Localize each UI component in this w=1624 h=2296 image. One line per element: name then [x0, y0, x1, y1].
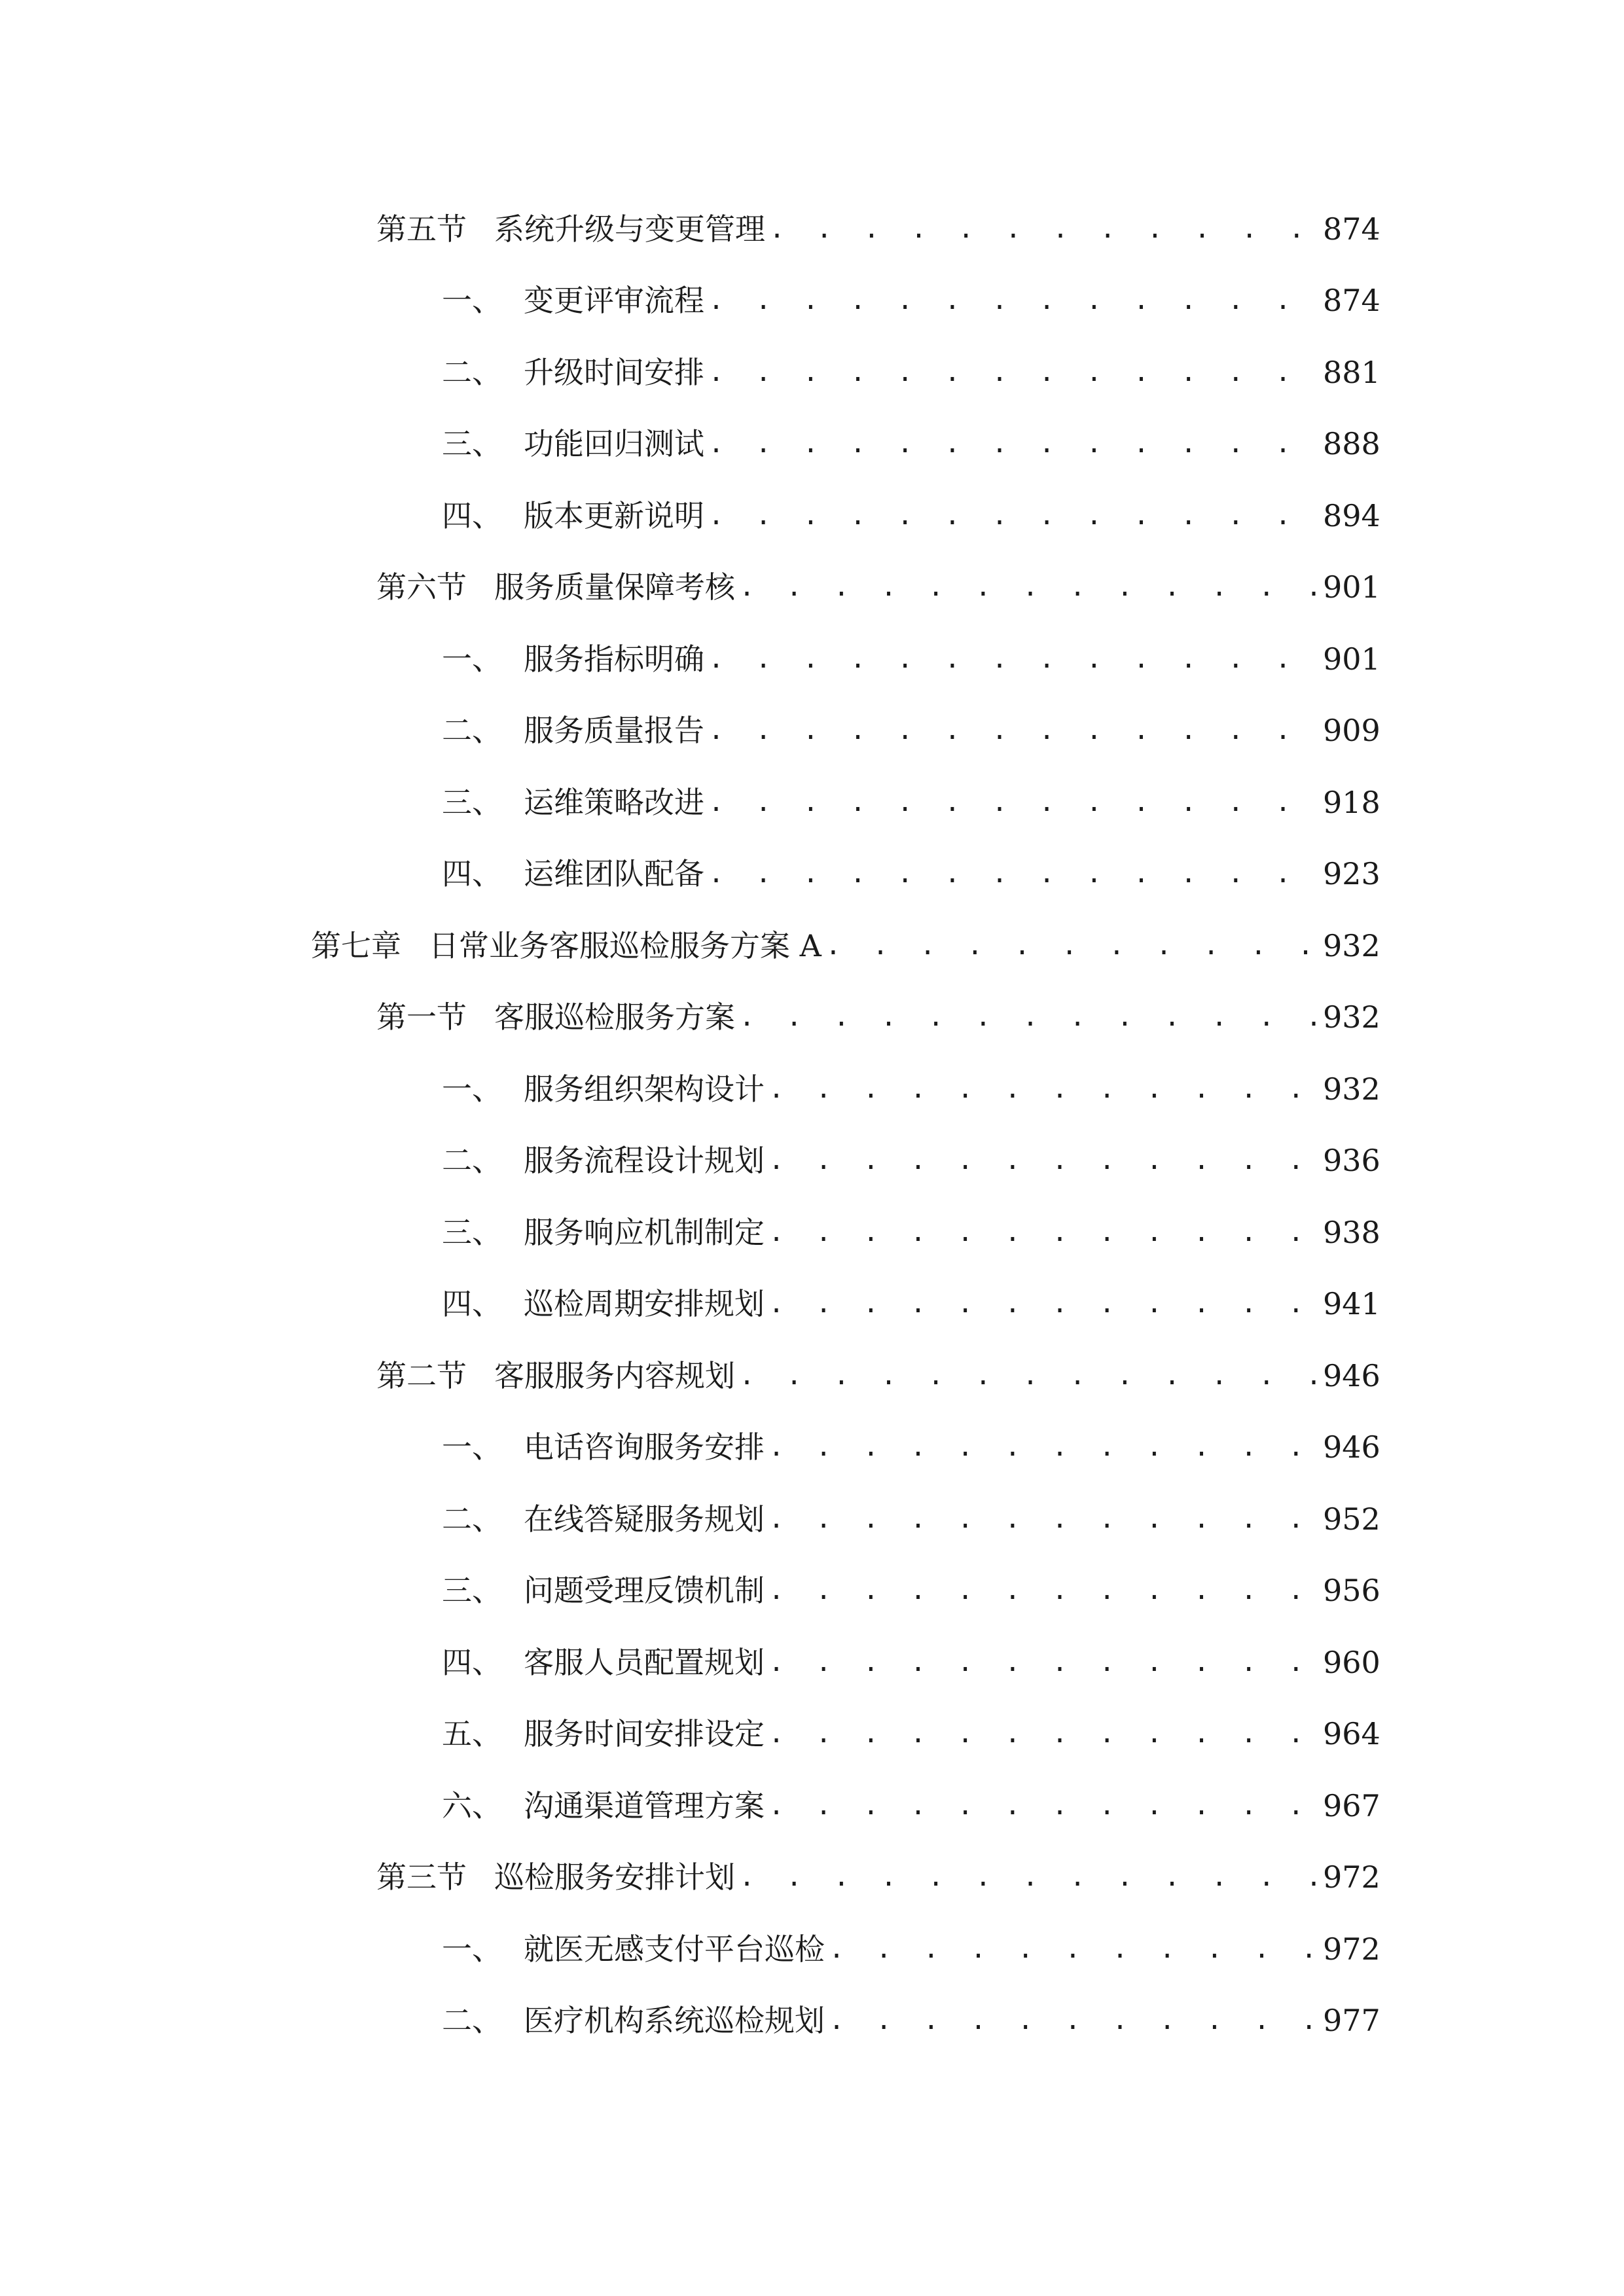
toc-entry[interactable] — [442, 1636, 1380, 1689]
toc-entry-page: 936 — [1323, 1143, 1380, 1178]
toc-entry-page: 972 — [1323, 1931, 1380, 1967]
toc-entry-title: 服务时间安排设定 — [524, 1716, 765, 1751]
toc-entry[interactable] — [442, 490, 1380, 542]
toc-entry-page: 874 — [1323, 283, 1380, 318]
toc-entry-marker: 二、 — [442, 2003, 502, 2038]
toc-entry-marker: 三、 — [442, 1573, 502, 1608]
toc-entry-marker: 四、 — [442, 498, 502, 533]
toc-entry-title: 版本更新说明 — [524, 498, 704, 533]
toc-leader-dots — [768, 1780, 1316, 1832]
toc-entry-page: 960 — [1323, 1645, 1380, 1680]
toc-entry-title: 服务质量报告 — [524, 713, 704, 748]
toc-entry-page: 932 — [1323, 928, 1380, 963]
toc-entry-marker: 四、 — [442, 1286, 502, 1321]
toc-entry-page: 888 — [1323, 426, 1380, 461]
toc-leader-dots — [708, 633, 1316, 685]
toc-entry-title: 问题受理反馈机制 — [524, 1573, 765, 1608]
toc-entry-marker: 一、 — [442, 1071, 502, 1107]
toc-entry-title: 客服巡检服务方案 — [494, 999, 735, 1035]
toc-leader-dots — [768, 1493, 1316, 1545]
toc-entry[interactable] — [442, 274, 1380, 327]
toc-entry-marker: 二、 — [442, 713, 502, 748]
toc-leader-dots — [708, 704, 1316, 757]
toc-entry-title: 医疗机构系统巡检规划 — [524, 2003, 825, 2038]
toc-leader-dots — [768, 1421, 1316, 1473]
toc-entry[interactable] — [442, 848, 1380, 900]
toc-entry-page: 918 — [1323, 785, 1380, 820]
toc-entry-marker: 四、 — [442, 1645, 502, 1680]
toc-entry-marker: 第七章 — [311, 928, 401, 963]
toc-entry[interactable] — [442, 776, 1380, 829]
toc-entry-page: 932 — [1323, 1071, 1380, 1107]
toc-leader-dots — [739, 561, 1316, 613]
toc-entry-page: 938 — [1323, 1215, 1380, 1250]
toc-entry-title: 巡检服务安排计划 — [494, 1859, 735, 1895]
toc-entry[interactable] — [442, 1564, 1380, 1617]
toc-entry-title: 运维团队配备 — [524, 856, 704, 891]
toc-entry-marker: 三、 — [442, 1215, 502, 1250]
toc-leader-dots — [739, 1851, 1316, 1903]
toc-entry-title: 巡检周期安排规划 — [524, 1286, 765, 1321]
toc-entry-marker: 第二节 — [376, 1358, 467, 1393]
toc-entry[interactable] — [442, 704, 1380, 757]
toc-entry-marker: 第五节 — [376, 211, 467, 247]
toc-entry-page: 952 — [1323, 1501, 1380, 1537]
toc-entry[interactable] — [376, 991, 1380, 1043]
toc-entry-marker: 二、 — [442, 355, 502, 390]
toc-entry-marker: 第六节 — [376, 569, 467, 605]
toc-entry-title: 沟通渠道管理方案 — [524, 1788, 765, 1823]
toc-entry[interactable] — [442, 633, 1380, 685]
toc-entry-title: 在线答疑服务规划 — [524, 1501, 765, 1537]
toc-entry-page: 894 — [1323, 498, 1380, 533]
toc-entry-marker: 三、 — [442, 785, 502, 820]
toc-entry-marker: 一、 — [442, 283, 502, 318]
toc-entry[interactable] — [442, 1278, 1380, 1330]
toc-entry-page: 901 — [1323, 569, 1380, 605]
toc-entry[interactable] — [442, 346, 1380, 399]
toc-entry-title: 客服服务内容规划 — [494, 1358, 735, 1393]
toc-leader-dots — [829, 1923, 1316, 1975]
toc-leader-dots — [708, 776, 1316, 829]
toc-entry-title: 服务响应机制制定 — [524, 1215, 765, 1250]
toc-leader-dots — [708, 346, 1316, 399]
toc-entry-marker: 二、 — [442, 1143, 502, 1178]
toc-entry-title: 功能回归测试 — [524, 426, 704, 461]
toc-entry-marker: 六、 — [442, 1788, 502, 1823]
toc-entry-page: 956 — [1323, 1573, 1380, 1608]
toc-entry-title: 电话咨询服务安排 — [524, 1429, 765, 1465]
toc-entry-marker: 第一节 — [376, 999, 467, 1035]
toc-leader-dots — [768, 1134, 1316, 1187]
toc-entry[interactable] — [442, 1063, 1380, 1115]
toc-entry-title: 运维策略改进 — [524, 785, 704, 820]
toc-entry-title: 客服人员配置规划 — [524, 1645, 765, 1680]
toc-leader-dots — [769, 203, 1316, 255]
toc-leader-dots — [708, 848, 1316, 900]
toc-entry-page: 874 — [1323, 211, 1380, 247]
toc-entry[interactable] — [376, 1350, 1380, 1402]
toc-entry-title: 服务流程设计规划 — [524, 1143, 765, 1178]
toc-entry[interactable] — [376, 203, 1380, 255]
toc-entry-page: 909 — [1323, 713, 1380, 748]
toc-entry-marker: 四、 — [442, 856, 502, 891]
toc-entry-title: 服务质量保障考核 — [494, 569, 735, 605]
toc-entry[interactable] — [442, 1923, 1380, 1975]
toc-entry-page: 964 — [1323, 1716, 1380, 1751]
toc-entry-marker: 一、 — [442, 641, 502, 677]
toc-leader-dots — [825, 920, 1316, 972]
toc-entry-page: 977 — [1323, 2003, 1380, 2038]
toc-entry[interactable] — [376, 1851, 1380, 1903]
toc-entry-marker: 第三节 — [376, 1859, 467, 1895]
toc-entry[interactable] — [311, 920, 1380, 972]
toc-entry-marker: 二、 — [442, 1501, 502, 1537]
toc-entry-page: 972 — [1323, 1859, 1380, 1895]
toc-leader-dots — [768, 1708, 1316, 1760]
toc-entry[interactable] — [442, 1421, 1380, 1473]
toc-entry[interactable] — [442, 418, 1380, 470]
toc-entry-page: 941 — [1323, 1286, 1380, 1321]
toc-leader-dots — [708, 418, 1316, 470]
toc-entry[interactable] — [442, 1780, 1380, 1832]
toc-leader-dots — [768, 1278, 1316, 1330]
toc-leader-dots — [768, 1206, 1316, 1259]
toc-entry[interactable] — [442, 1493, 1380, 1545]
toc-entry-marker: 一、 — [442, 1429, 502, 1465]
toc-entry[interactable] — [442, 1134, 1380, 1187]
toc-entry-marker: 五、 — [442, 1716, 502, 1751]
toc-entry[interactable] — [442, 1994, 1380, 2047]
toc-leader-dots — [739, 1350, 1316, 1402]
toc-entry-page: 881 — [1323, 355, 1380, 390]
toc-entry-marker: 一、 — [442, 1931, 502, 1967]
toc-entry[interactable] — [442, 1708, 1380, 1760]
toc-entry-title: 升级时间安排 — [524, 355, 704, 390]
toc-leader-dots — [768, 1564, 1316, 1617]
toc-entry-page: 967 — [1323, 1788, 1380, 1823]
toc-entry-page: 923 — [1323, 856, 1380, 891]
toc-entry[interactable] — [442, 1206, 1380, 1259]
toc-entry-title: 变更评审流程 — [524, 283, 704, 318]
toc-entry-title: 服务指标明确 — [524, 641, 704, 677]
toc-entry-page: 901 — [1323, 641, 1380, 677]
toc-entry-page: 946 — [1323, 1358, 1380, 1393]
toc-entry-title: 系统升级与变更管理 — [494, 211, 765, 247]
toc-leader-dots — [829, 1994, 1316, 2047]
toc-leader-dots — [739, 991, 1316, 1043]
toc-entry-title: 就医无感支付平台巡检 — [524, 1931, 825, 1967]
toc-entry-title: 日常业务客服巡检服务方案 A — [429, 928, 821, 963]
toc-entry-marker: 三、 — [442, 426, 502, 461]
toc-leader-dots — [708, 274, 1316, 327]
toc-entry-page: 932 — [1323, 999, 1380, 1035]
toc-leader-dots — [768, 1636, 1316, 1689]
toc-entry-title: 服务组织架构设计 — [524, 1071, 765, 1107]
toc-leader-dots — [708, 490, 1316, 542]
toc-entry[interactable] — [376, 561, 1380, 613]
toc-entry-page: 946 — [1323, 1429, 1380, 1465]
toc-leader-dots — [768, 1063, 1316, 1115]
